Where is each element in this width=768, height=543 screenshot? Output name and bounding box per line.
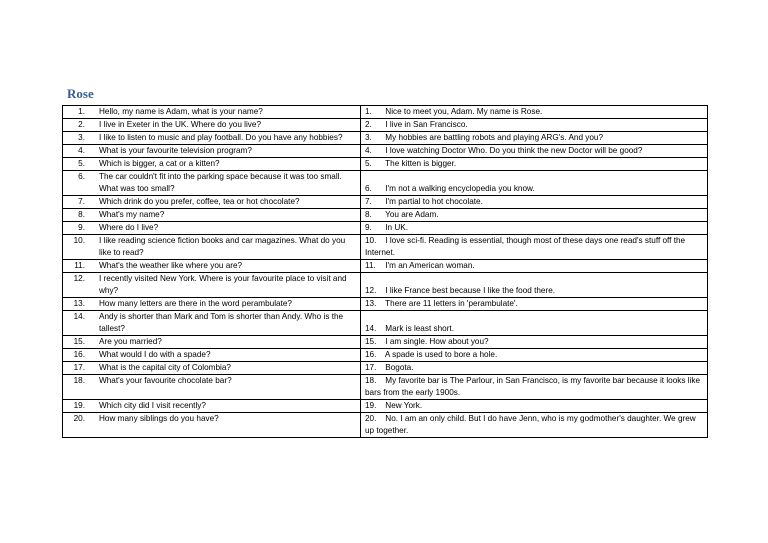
answer-number: 16. bbox=[365, 350, 377, 359]
question-number: 10. bbox=[73, 236, 85, 245]
page-title: Rose bbox=[67, 86, 94, 101]
answer-text: I'm partial to hot chocolate. bbox=[385, 197, 483, 206]
question-cell bbox=[63, 106, 361, 119]
table-row bbox=[63, 222, 708, 235]
table-row bbox=[63, 375, 708, 400]
answer-text: The kitten is bigger. bbox=[385, 159, 457, 168]
question-cell bbox=[63, 298, 361, 311]
question-cell bbox=[63, 260, 361, 273]
answer-text: My favorite bar is The Parlour, in San Francisco, is my favorite bar because it looks like bars from the early 1900s. bbox=[365, 376, 701, 397]
question-number: 8. bbox=[78, 210, 85, 219]
answer-number: 10. bbox=[365, 236, 377, 245]
question-text: What's the weather like where you are? bbox=[99, 261, 243, 270]
table-row bbox=[63, 298, 708, 311]
question-cell bbox=[63, 222, 361, 235]
question-cell bbox=[63, 273, 361, 298]
question-text: Hello, my name is Adam, what is your name? bbox=[99, 107, 263, 116]
table-row bbox=[63, 119, 708, 132]
table-row bbox=[63, 336, 708, 349]
question-text: What is your favourite television program? bbox=[99, 146, 252, 155]
answer-text: I love sci-fi. Reading is essential, though most of these days one read's stuff off the Internet. bbox=[365, 236, 686, 257]
question-cell bbox=[63, 235, 361, 260]
question-number: 12. bbox=[73, 274, 85, 283]
question-number: 20. bbox=[73, 414, 85, 423]
question-cell bbox=[63, 400, 361, 413]
answer-cell bbox=[361, 260, 708, 273]
question-cell bbox=[63, 171, 361, 196]
answer-text: No. I am an only child. But I do have Jenn, who is my godmother's daughter. We grew up together. bbox=[365, 414, 696, 435]
answer-number: 3. bbox=[365, 133, 372, 142]
question-cell bbox=[63, 119, 361, 132]
answer-number: 19. bbox=[365, 401, 377, 410]
question-text: I live in Exeter in the UK. Where do you live? bbox=[99, 120, 262, 129]
table-row bbox=[63, 349, 708, 362]
question-text: Which is bigger, a cat or a kitten? bbox=[99, 159, 220, 168]
question-text: The car couldn't fit into the parking space because it was too small. What was too small? bbox=[99, 172, 342, 193]
table-row bbox=[63, 145, 708, 158]
question-number: 16. bbox=[73, 350, 85, 359]
answer-text: My hobbies are battling robots and playing ARG's. And you? bbox=[385, 133, 604, 142]
question-text: What's my name? bbox=[99, 210, 165, 219]
question-cell bbox=[63, 336, 361, 349]
question-number: 18. bbox=[73, 376, 85, 385]
answer-cell bbox=[361, 158, 708, 171]
answer-cell bbox=[361, 196, 708, 209]
question-text: Andy is shorter than Mark and Tom is shorter than Andy. Who is the tallest? bbox=[99, 312, 344, 333]
question-number: 5. bbox=[78, 159, 85, 168]
answer-text: Nice to meet you, Adam. My name is Rose. bbox=[385, 107, 543, 116]
question-text: Which drink do you prefer, coffee, tea or hot chocolate? bbox=[99, 197, 300, 206]
table-row bbox=[63, 362, 708, 375]
answer-cell bbox=[361, 400, 708, 413]
table-row bbox=[63, 171, 708, 196]
answer-number: 18. bbox=[365, 376, 377, 385]
question-cell bbox=[63, 158, 361, 171]
answer-cell bbox=[361, 311, 708, 336]
table-row bbox=[63, 106, 708, 119]
question-number: 19. bbox=[73, 401, 85, 410]
answer-text: New York. bbox=[385, 401, 423, 410]
table-row bbox=[63, 413, 708, 438]
answer-text: In UK. bbox=[385, 223, 409, 232]
answer-cell bbox=[361, 119, 708, 132]
question-text: Which city did I visit recently? bbox=[99, 401, 206, 410]
answer-cell bbox=[361, 209, 708, 222]
answer-number: 9. bbox=[365, 223, 372, 232]
answer-cell bbox=[361, 106, 708, 119]
table-row bbox=[63, 400, 708, 413]
answer-number: 12. bbox=[365, 286, 377, 295]
answer-number: 6. bbox=[365, 184, 372, 193]
answer-text: I live in San Francisco. bbox=[385, 120, 468, 129]
answer-number: 2. bbox=[365, 120, 372, 129]
answer-number: 13. bbox=[365, 299, 377, 308]
question-text: Where do I live? bbox=[99, 223, 159, 232]
question-text: I recently visited New York. Where is your favourite place to visit and why? bbox=[99, 274, 347, 295]
question-text: How many siblings do you have? bbox=[99, 414, 219, 423]
answer-cell bbox=[361, 222, 708, 235]
question-text: What would I do with a spade? bbox=[99, 350, 211, 359]
table-row bbox=[63, 273, 708, 298]
table-row bbox=[63, 260, 708, 273]
answer-text: I'm an American woman. bbox=[385, 261, 475, 270]
question-number: 9. bbox=[78, 223, 85, 232]
qa-table bbox=[62, 105, 708, 438]
answer-cell bbox=[361, 145, 708, 158]
question-number: 15. bbox=[73, 337, 85, 346]
answer-text: A spade is used to bore a hole. bbox=[384, 350, 498, 359]
answer-number: 20. bbox=[365, 414, 377, 423]
question-number: 6. bbox=[78, 172, 85, 181]
answer-number: 1. bbox=[365, 107, 372, 116]
answer-text: Bogota. bbox=[385, 363, 414, 372]
question-number: 11. bbox=[74, 261, 85, 270]
question-cell bbox=[63, 196, 361, 209]
question-number: 2. bbox=[78, 120, 85, 129]
answer-text: I'm not a walking encyclopedia you know. bbox=[385, 184, 535, 193]
question-cell bbox=[63, 362, 361, 375]
question-number: 3. bbox=[78, 133, 85, 142]
question-text: I like to listen to music and play football. Do you have any hobbies? bbox=[99, 133, 343, 142]
question-cell bbox=[63, 375, 361, 400]
question-text: How many letters are there in the word perambulate? bbox=[99, 299, 292, 308]
answer-number: 11. bbox=[365, 261, 376, 270]
answer-cell bbox=[361, 171, 708, 196]
question-number: 7. bbox=[78, 197, 85, 206]
answer-text: I am single. How about you? bbox=[385, 337, 489, 346]
answer-cell bbox=[361, 273, 708, 298]
table-row bbox=[63, 196, 708, 209]
table-row bbox=[63, 311, 708, 336]
question-number: 17. bbox=[73, 363, 85, 372]
question-cell bbox=[63, 209, 361, 222]
question-number: 4. bbox=[78, 146, 85, 155]
answer-text: I love watching Doctor Who. Do you think the new Doctor will be good? bbox=[385, 146, 643, 155]
question-cell bbox=[63, 311, 361, 336]
question-number: 1. bbox=[78, 107, 85, 116]
answer-number: 14. bbox=[365, 324, 377, 333]
answer-text: You are Adam. bbox=[385, 210, 439, 219]
question-text: What's your favourite chocolate bar? bbox=[99, 376, 232, 385]
answer-number: 17. bbox=[365, 363, 377, 372]
table-row bbox=[63, 158, 708, 171]
answer-cell bbox=[361, 375, 708, 400]
question-cell bbox=[63, 132, 361, 145]
table-row bbox=[63, 235, 708, 260]
answer-cell bbox=[361, 298, 708, 311]
answer-cell bbox=[361, 336, 708, 349]
qa-table-body bbox=[63, 106, 708, 438]
table-row bbox=[63, 209, 708, 222]
answer-text: I like France best because I like the food there. bbox=[385, 286, 556, 295]
question-cell bbox=[63, 145, 361, 158]
question-number: 14. bbox=[73, 312, 85, 321]
question-text: What is the capital city of Colombia? bbox=[99, 363, 231, 372]
answer-number: 7. bbox=[365, 197, 372, 206]
answer-text: Mark is least short. bbox=[385, 324, 454, 333]
answer-number: 8. bbox=[365, 210, 372, 219]
question-cell bbox=[63, 413, 361, 438]
answer-cell bbox=[361, 413, 708, 438]
answer-number: 4. bbox=[365, 146, 372, 155]
question-number: 13. bbox=[73, 299, 85, 308]
answer-text: There are 11 letters in 'perambulate'. bbox=[385, 299, 518, 308]
question-text: Are you married? bbox=[99, 337, 162, 346]
answer-number: 5. bbox=[365, 159, 372, 168]
answer-cell bbox=[361, 235, 708, 260]
table-row bbox=[63, 132, 708, 145]
question-text: I like reading science fiction books and car magazines. What do you like to read? bbox=[99, 236, 346, 257]
answer-cell bbox=[361, 132, 708, 145]
answer-cell bbox=[361, 362, 708, 375]
answer-number: 15. bbox=[365, 337, 377, 346]
answer-cell bbox=[361, 349, 708, 362]
question-cell bbox=[63, 349, 361, 362]
